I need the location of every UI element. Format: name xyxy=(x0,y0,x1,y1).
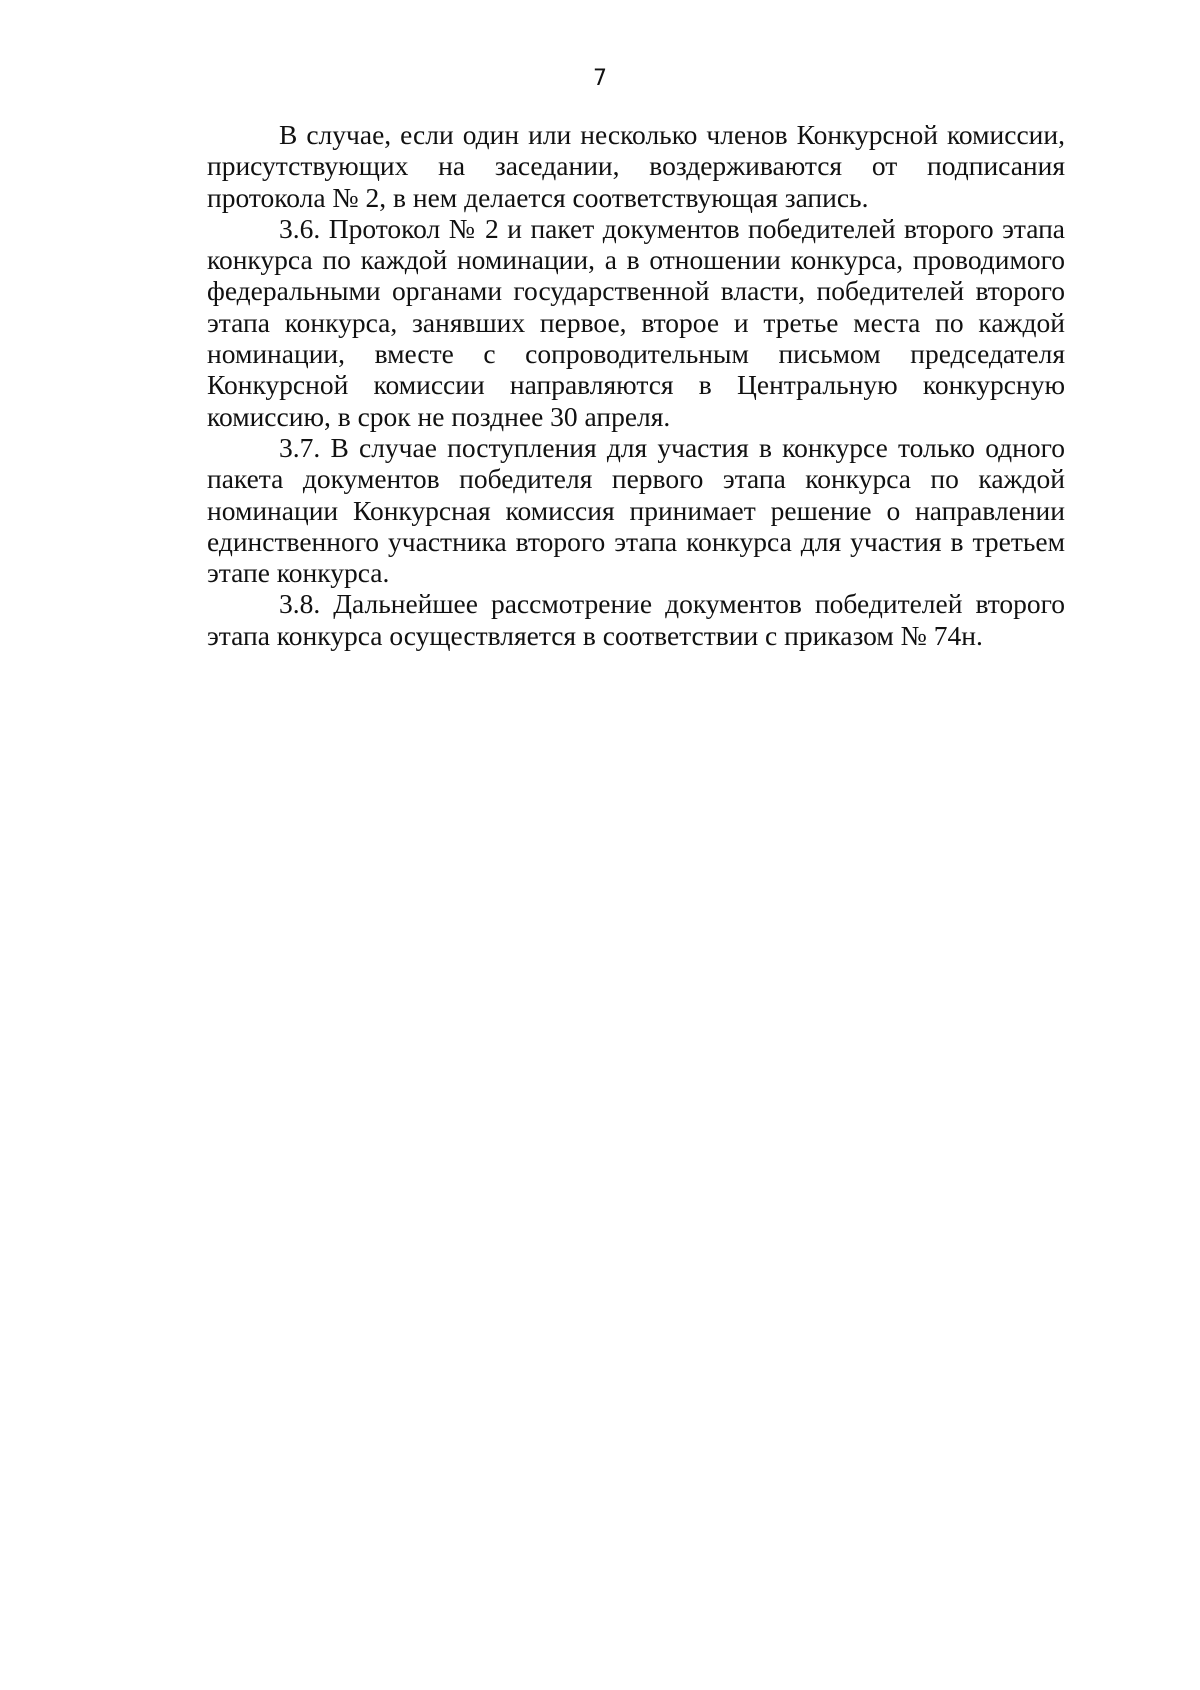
paragraph-3-7: 3.7. В случае поступления для участия в конкурсе только одного пакета документов победителя первого этапа конкурса по каждой номинации Конкурсная комиссия принимает решение о направлении единственного участника второго этапа конкурса для участия в третьем этапе конкурса. xyxy=(207,431,1065,589)
paragraph-3-6: 3.6. Протокол № 2 и пакет документов победителей второго этапа конкурса по каждой номинации, а в отношении конкурса, проводимого федеральными органами государственной власти, победителей второго этапа конкурса, занявших первое, второе и третье места по каждой номинации, вместе с сопроводительным письмом председателя Конкурсной комиссии направляются в Центральную конкурсную комиссию, в срок не позднее 30 апреля. xyxy=(207,212,1065,432)
page-number: 7 xyxy=(593,66,607,91)
document-body xyxy=(207,119,1065,651)
paragraph-3-8: 3.8. Дальнейшее рассмотрение документов победителей второго этапа конкурса осуществляется в соответствии с приказом № 74н. xyxy=(207,588,1065,651)
paragraph-voting-abstention: В случае, если один или несколько членов Конкурсной комиссии, присутствующих на заседании, воздерживаются от подписания протокола № 2, в нем делается соответствующая запись. xyxy=(207,119,1065,213)
